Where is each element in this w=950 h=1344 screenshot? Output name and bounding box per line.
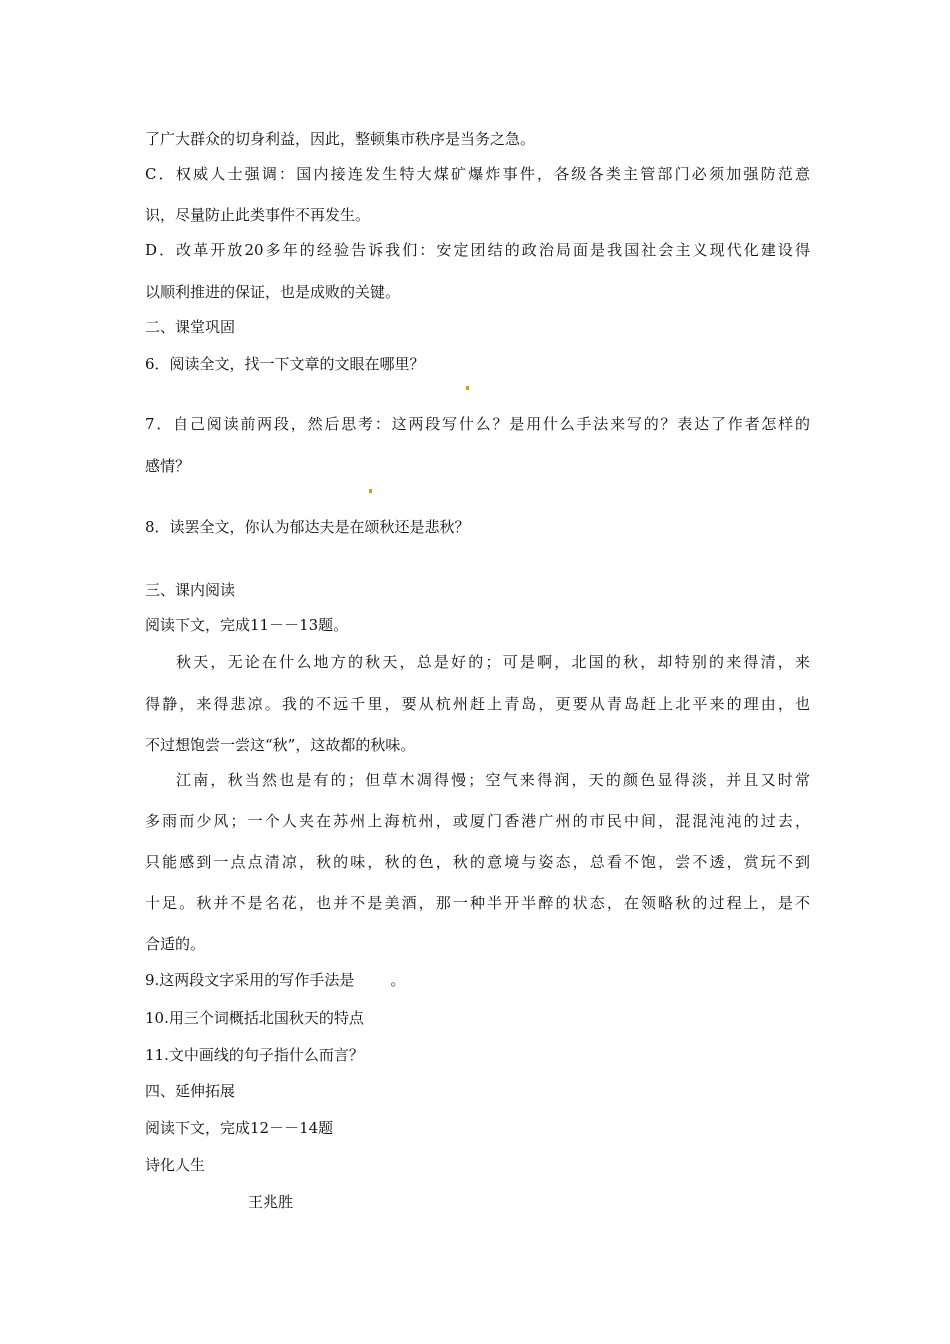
article-title: 诗化人生 — [145, 1156, 206, 1174]
question-8: 8．读罢全文，你认为郁达夫是在颂秋还是悲秋？ — [145, 518, 470, 536]
reading-instruction-1: 阅读下文，完成11－－13题。 — [145, 616, 349, 634]
section-heading-in-class-reading: 三、课内阅读 — [145, 581, 236, 599]
text-line-option-c: C．权威人士强调：国内接连发生特大煤矿爆炸事件，各级各类主管部门必须加强防范意 — [145, 165, 810, 183]
marker-dot — [466, 386, 469, 390]
text-line-option-c-end: 识，尽量防止此类事件不再发生。 — [145, 206, 371, 224]
passage-paragraph-2-line-4: 十足。秋并不是名花，也并不是美酒，那一种半开半醉的状态，在领略秋的过程上，是不 — [145, 894, 810, 912]
section-heading-extension: 四、延伸拓展 — [145, 1082, 236, 1100]
question-9-period: 。 — [390, 971, 406, 989]
question-9-text: 9.这两段文字采用的写作手法是 — [145, 971, 355, 989]
question-11: 11.文中画线的句子指什么而言？ — [145, 1046, 364, 1064]
passage-paragraph-1-line-2: 得静，来得悲凉。我的不远千里，要从杭州赶上青岛，更要从青岛赶上北平来的理由，也 — [145, 695, 810, 713]
text-line-option-d-end: 以顺利推进的保证，也是成败的关键。 — [145, 283, 401, 301]
marker-dot — [369, 489, 372, 493]
passage-paragraph-1-line-3: 不过想饱尝一尝这“秋”，这故都的秋味。 — [145, 736, 416, 754]
section-heading-classroom-consolidation: 二、课堂巩固 — [145, 318, 236, 336]
question-7-end: 感情？ — [145, 457, 191, 475]
reading-instruction-2: 阅读下文，完成12－－14题 — [145, 1119, 334, 1137]
question-6: 6．阅读全文，找一下文章的文眼在哪里？ — [145, 355, 425, 373]
passage-paragraph-1-line-1: 秋天，无论在什么地方的秋天，总是好的；可是啊，北国的秋，却特别的来得清，来 — [176, 653, 810, 671]
question-7: 7．自己阅读前两段，然后思考：这两段写什么？是用什么手法来写的？表达了作者怎样的 — [145, 415, 810, 433]
text-line-option-d: D．改革开放20多年的经验告诉我们：安定团结的政治局面是我国社会主义现代化建设得 — [145, 241, 810, 259]
text-line-option-b-end: 了广大群众的切身利益，因此，整顿集市秩序是当务之急。 — [145, 130, 536, 148]
question-9 — [145, 970, 810, 990]
article-author: 王兆胜 — [248, 1193, 294, 1211]
passage-paragraph-2-line-2: 多雨而少风；一个人夹在苏州上海杭州，或厦门香港广州的市民中间，混混沌沌的过去， — [145, 812, 810, 830]
passage-paragraph-2-line-3: 只能感到一点点清凉，秋的味，秋的色，秋的意境与姿态，总看不饱，尝不透，赏玩不到 — [145, 853, 810, 871]
passage-paragraph-2-line-1: 江南，秋当然也是有的；但草木凋得慢；空气来得润，天的颜色显得淡，并且又时常 — [176, 771, 810, 789]
passage-paragraph-2-line-5: 合适的。 — [145, 935, 206, 953]
question-10: 10.用三个词概括北国秋天的特点 — [145, 1009, 364, 1027]
